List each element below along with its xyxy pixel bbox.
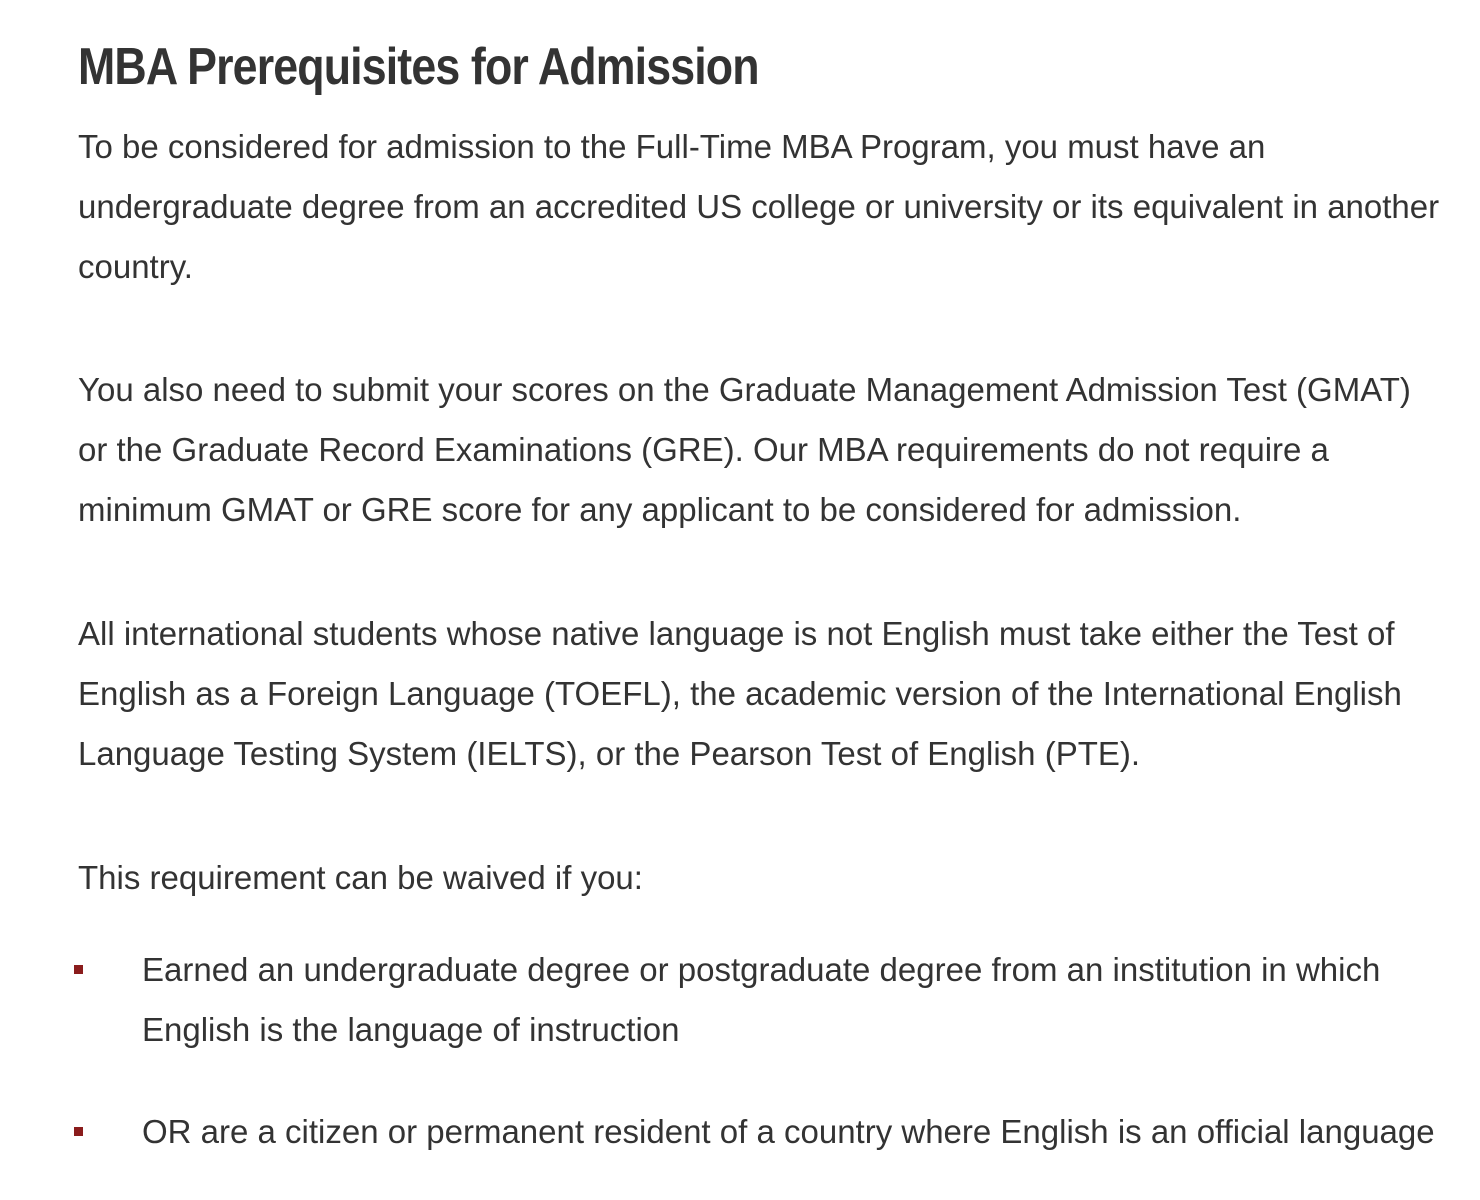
paragraph-degree-requirement: To be considered for admission to the Full-Time MBA Program, you must have an undergraduate degree from an accredited US college or university or its equivalent in another country.	[78, 128, 1440, 285]
list-item	[78, 940, 1448, 1060]
paragraph-test-scores: You also need to submit your scores on the Graduate Management Admission Test (GMAT) or the Graduate Record Examinations (GRE). Our MBA requirements do not require a minimum GMAT or GRE score for any applicant to be considered for admission.	[78, 371, 1411, 528]
square-bullet-icon	[74, 1127, 83, 1136]
paragraph-english-proficiency: All international students whose native language is not English must take either the Test of English as a Foreign Language (TOEFL), the academic version of the International English Language Testing System (IELTS), or the Pearson Test of English (PTE).	[78, 615, 1402, 772]
square-bullet-icon	[74, 965, 83, 974]
page-title: MBA Prerequisites for Admission	[78, 38, 759, 96]
list-item	[78, 1102, 1448, 1162]
list-item-text: OR are a citizen or permanent resident of a country where English is an official language	[142, 1113, 1435, 1150]
waiver-list	[78, 940, 1448, 1162]
list-item-text: Earned an undergraduate degree or postgraduate degree from an institution in which English is the language of instruction	[142, 951, 1381, 1048]
paragraph-waiver-intro: This requirement can be waived if you:	[78, 859, 643, 896]
